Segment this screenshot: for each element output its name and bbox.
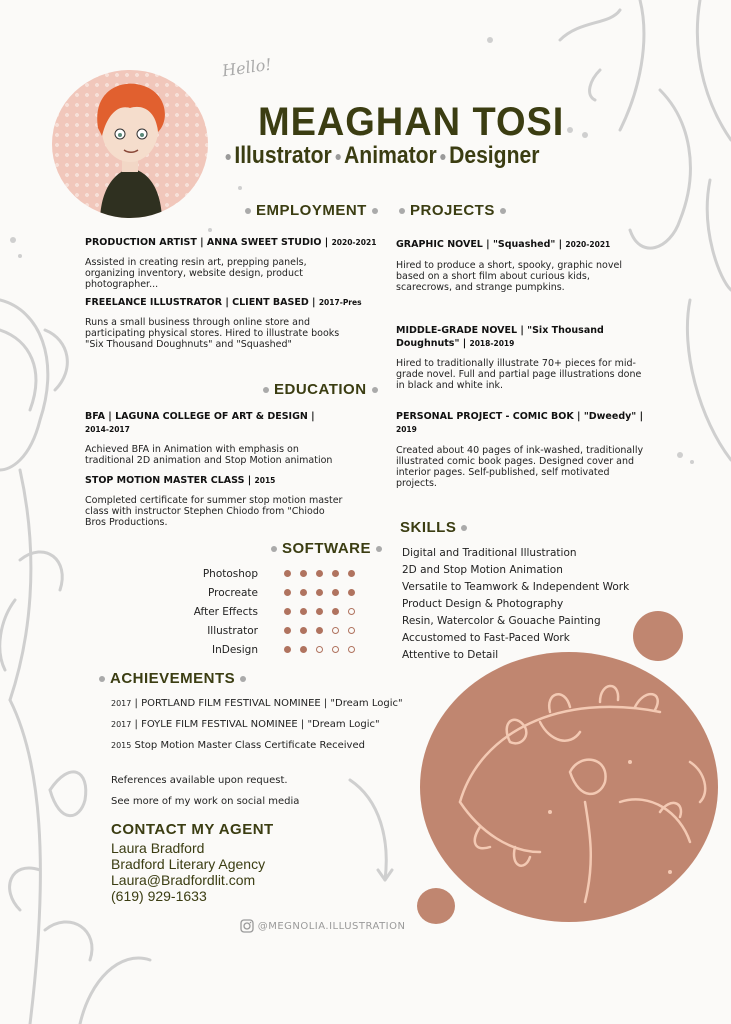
- bullet-dot-icon: [263, 387, 269, 393]
- software-heading: SOFTWARE: [266, 540, 387, 557]
- level-dot-filled: [348, 570, 355, 577]
- software-row: [168, 602, 355, 621]
- bullet-dot-icon: [500, 208, 506, 214]
- bullet-dot-icon: [372, 387, 378, 393]
- level-dot-empty: [348, 608, 355, 615]
- contact-agent-heading: CONTACT MY AGENT: [111, 821, 274, 838]
- education-heading: EDUCATION: [258, 381, 383, 398]
- skill-item: Versatile to Teamwork & Independent Work: [402, 581, 630, 593]
- bullet-dot-icon: [376, 546, 382, 552]
- level-dot-filled: [300, 589, 307, 596]
- references-note: References available upon request.: [111, 775, 288, 786]
- project-item: [396, 324, 666, 391]
- employment-heading: EMPLOYMENT: [240, 202, 383, 219]
- education-title: STOP MOTION MASTER CLASS | 2015: [85, 475, 276, 486]
- level-dot-filled: [332, 608, 339, 615]
- skill-level-dots: [284, 589, 355, 596]
- social-media-note: See more of my work on social media: [111, 796, 300, 807]
- achievement-item: 2017 | PORTLAND FILM FESTIVAL NOMINEE | "Dream Logic": [111, 698, 403, 709]
- agent-name: Laura Bradford: [111, 840, 205, 856]
- bullet-dot-icon: [440, 154, 445, 160]
- skill-level-dots: [284, 627, 355, 634]
- decorative-floral-circle: [420, 652, 718, 922]
- software-row: [168, 640, 355, 659]
- skill-item: Product Design & Photography: [402, 598, 564, 610]
- level-dot-filled: [316, 608, 323, 615]
- instagram-icon: [240, 919, 254, 933]
- bullet-dot-icon: [372, 208, 378, 214]
- role-illustrator: Illustrator: [234, 142, 332, 169]
- instagram-handle-text: @MEGNOLIA.ILLUSTRATION: [257, 921, 406, 932]
- software-name: Illustrator: [207, 624, 258, 637]
- project-title: GRAPHIC NOVEL | "Squashed" | 2020-2021: [396, 239, 611, 250]
- resume-name: MEAGHAN TOSI: [258, 100, 565, 144]
- skill-level-dots: [284, 608, 355, 615]
- level-dot-filled: [300, 646, 307, 653]
- level-dot-filled: [316, 570, 323, 577]
- skill-item: Resin, Watercolor & Gouache Painting: [402, 615, 601, 627]
- agent-contact-block: [111, 840, 265, 904]
- achievements-heading: ACHIEVEMENTS: [94, 670, 251, 687]
- project-item: [396, 238, 666, 293]
- floral-linework: [420, 652, 718, 922]
- character-illustration: [52, 70, 208, 218]
- level-dot-filled: [316, 589, 323, 596]
- bullet-dot-icon: [226, 154, 231, 160]
- project-item: [396, 410, 666, 489]
- software-name: After Effects: [193, 605, 258, 618]
- job-title: FREELANCE ILLUSTRATOR | CLIENT BASED | 2017-Pres: [85, 297, 362, 308]
- job-description: Assisted in creating resin art, prepping panels, organizing inventory, website design, product photographer...: [85, 257, 307, 290]
- software-name: Procreate: [208, 586, 258, 599]
- achievements-list: [111, 698, 403, 761]
- level-dot-filled: [284, 608, 291, 615]
- level-dot-filled: [300, 570, 307, 577]
- level-dot-filled: [284, 570, 291, 577]
- skill-item: Attentive to Detail: [402, 649, 499, 661]
- level-dot-filled: [300, 627, 307, 634]
- level-dot-filled: [332, 589, 339, 596]
- project-description: Created about 40 pages of ink-washed, traditionally illustrated comic book pages. Designed cover and interior pages. Self-published, self motivated projects.: [396, 445, 644, 489]
- project-title: MIDDLE-GRADE NOVEL | "Six Thousand Doughnuts" | 2018-2019: [396, 325, 604, 349]
- project-title: PERSONAL PROJECT - COMIC BOK | "Dweedy" | 2019: [396, 411, 644, 434]
- software-list: [168, 564, 355, 659]
- bullet-dot-icon: [240, 676, 246, 682]
- role-subtitle: [222, 142, 539, 170]
- decorative-circle: [417, 888, 455, 924]
- job-title: PRODUCTION ARTIST | ANNA SWEET STUDIO | 2020-2021: [85, 237, 377, 248]
- bullet-dot-icon: [461, 525, 467, 531]
- achievement-item: 2015 Stop Motion Master Class Certificate Received: [111, 740, 365, 751]
- level-dot-filled: [284, 589, 291, 596]
- skill-item: Accustomed to Fast-Paced Work: [402, 632, 570, 644]
- software-name: Photoshop: [202, 567, 258, 580]
- software-row: [168, 564, 355, 583]
- level-dot-empty: [348, 646, 355, 653]
- skill-item: Digital and Traditional Illustration: [402, 547, 577, 559]
- software-row: [168, 583, 355, 602]
- level-dot-filled: [284, 627, 291, 634]
- projects-heading: PROJECTS: [394, 202, 511, 219]
- level-dot-filled: [316, 627, 323, 634]
- role-designer: Designer: [449, 142, 540, 169]
- project-description: Hired to traditionally illustrate 70+ pieces for mid- grade novel. Full and partial page illustrations done in black and white ink.: [396, 358, 642, 391]
- skills-heading: SKILLS: [400, 519, 472, 536]
- level-dot-filled: [348, 589, 355, 596]
- level-dot-empty: [316, 646, 323, 653]
- agent-agency: Bradford Literary Agency: [111, 856, 266, 872]
- portrait-avatar: [52, 70, 208, 218]
- bullet-dot-icon: [245, 208, 251, 214]
- role-animator: Animator: [344, 142, 437, 169]
- hello-scribble: Hello!: [220, 54, 273, 81]
- bullet-dot-icon: [99, 676, 105, 682]
- education-list: [85, 410, 385, 528]
- level-dot-empty: [332, 627, 339, 634]
- level-dot-filled: [300, 608, 307, 615]
- skills-list: [402, 545, 629, 664]
- software-row: [168, 621, 355, 640]
- job-description: Runs a small business through online store and participating physical stores. Hired to illustrate books "Six Thousand Doughnuts" and "Squashed": [85, 317, 340, 350]
- achievement-item: 2017 | FOYLE FILM FESTIVAL NOMINEE | "Dream Logic": [111, 719, 380, 730]
- bullet-dot-icon: [271, 546, 277, 552]
- level-dot-empty: [332, 646, 339, 653]
- bullet-dot-icon: [399, 208, 405, 214]
- skill-item: 2D and Stop Motion Animation: [402, 564, 563, 576]
- bullet-dot-icon: [335, 154, 340, 160]
- education-description: Completed certificate for summer stop motion master class with instructor Stephen Chiodo from "Chiodo Bros Productions.: [85, 495, 343, 528]
- employment-list: [85, 236, 385, 350]
- project-description: Hired to produce a short, spooky, graphic novel based on a short film about curious kids, scarecrows, and strange pumpkins.: [396, 260, 622, 293]
- level-dot-filled: [332, 570, 339, 577]
- instagram-handle[interactable]: [240, 919, 405, 933]
- education-title: BFA | LAGUNA COLLEGE OF ART & DESIGN | 2014-2017: [85, 411, 315, 434]
- level-dot-filled: [284, 646, 291, 653]
- agent-email-link[interactable]: Laura@Bradfordlit.com: [111, 872, 256, 888]
- education-description: Achieved BFA in Animation with emphasis on traditional 2D animation and Stop Motion animation: [85, 444, 333, 466]
- skill-level-dots: [284, 646, 355, 653]
- agent-phone: (619) 929-1633: [111, 888, 207, 904]
- software-name: InDesign: [211, 643, 258, 656]
- level-dot-empty: [348, 627, 355, 634]
- skill-level-dots: [284, 570, 355, 577]
